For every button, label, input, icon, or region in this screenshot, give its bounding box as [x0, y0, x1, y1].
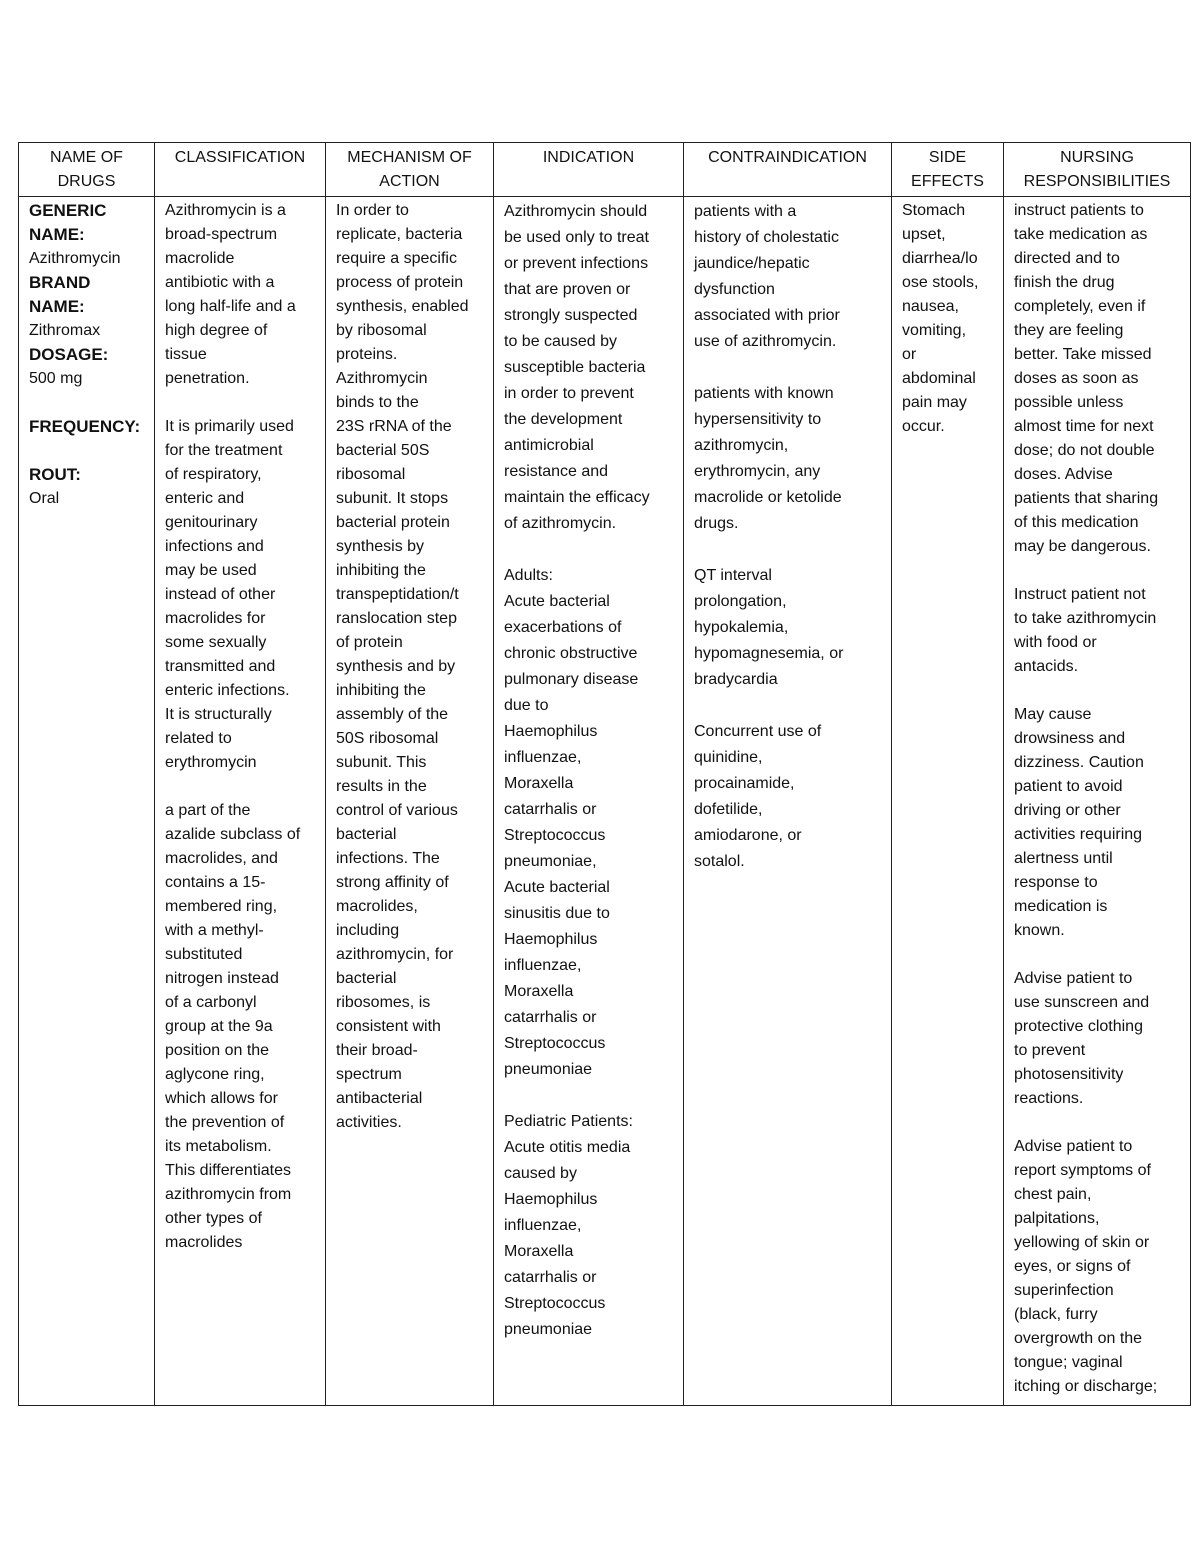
dosage-label: DOSAGE: — [29, 345, 109, 364]
drug-study-table — [18, 142, 1191, 1406]
brand-name-label: BRAND NAME: — [29, 273, 91, 316]
generic-name-label: GENERIC NAME: — [29, 201, 107, 244]
cell-indication — [494, 197, 684, 1406]
cell-contraindication — [684, 197, 892, 1406]
side-effects-text: Stomach upset, diarrhea/lo ose stools, nausea, vomiting, or abdominal pain may occur. — [902, 202, 979, 435]
route-label: ROUT: — [29, 465, 81, 484]
contraindication-text: patients with a history of cholestatic jaundice/hepatic dysfunction associated with prior use of azithromycin. patients with known hypersensitivity to azithromycin, erythromycin, any macrolide or ketolide drugs. QT interval prolongation, hypokalemia, hypomagnesemia, or bradycardia Concurrent use of quinidine, procainamide, dofetilide, amiodarone, or sotalol. — [694, 203, 844, 870]
table-row — [19, 197, 1191, 1406]
classification-text: Azithromycin is a broad-spectrum macrolide antibiotic with a long half-life and a high degree of tissue penetration. It is primarily used for the treatment of respiratory, enteric and genitourinary infections and may be used instead of other macrolides for some sexually transmitted and enteric infections. It is structurally related to erythromycin a part of the azalide subclass of macrolides, and contains a 15- membered ring, with a methyl- substituted nitrogen instead of a carbonyl group at the 9a position on the aglycone ring, which allows for the prevention of its metabolism. This differentiates azithromycin from other types of macrolides — [165, 202, 301, 1251]
cell-nursing — [1004, 197, 1191, 1406]
header-classification: CLASSIFICATION — [155, 143, 326, 197]
header-mechanism-of-action: MECHANISM OF ACTION — [326, 143, 494, 197]
header-contraindication: CONTRAINDICATION — [684, 143, 892, 197]
mechanism-text: In order to replicate, bacteria require a specific process of protein synthesis, enabled by ribosomal proteins. Azithromycin binds to the 23S rRNA of the bacterial 50S ribosomal subunit. It stops bacterial protein synthesis by inhibiting the transpeptidation/t ranslocation step of protein synthesis and by inhibiting the assembly of the 50S ribosomal subunit. This results in the control of various bacterial infections. The strong affinity of macrolides, including azithromycin, for bacterial ribosomes, is consistent with their broad- spectrum antibacterial activities. — [336, 202, 469, 1131]
indication-text: Azithromycin should be used only to treat or prevent infections that are proven or strongly suspected to be caused by susceptible bacteria in order to prevent the development antimicrobial resistance and maintain the efficacy of azithromycin. Adults: Acute bacterial exacerbations of chronic obstructive pulmonary disease due to Haemophilus influenzae, Moraxella catarrhalis or Streptococcus pneumoniae, Acute bacterial sinusitis due to Haemophilus influenzae, Moraxella catarrhalis or Streptococcus pneumoniae Pediatric Patients: Acute otitis media caused by Haemophilus influenzae, Moraxella catarrhalis or Streptococcus pneumoniae — [504, 203, 650, 1338]
header-name-of-drugs: NAME OF DRUGS — [19, 143, 155, 197]
header-row — [19, 143, 1191, 197]
brand-name-value: Zithromax — [29, 322, 101, 339]
cell-drug-name — [19, 197, 155, 1406]
cell-classification — [155, 197, 326, 1406]
header-nursing-responsibilities: NURSING RESPONSIBILITIES — [1004, 143, 1191, 197]
cell-side-effects — [892, 197, 1004, 1406]
cell-mechanism — [326, 197, 494, 1406]
dosage-value: 500 mg — [29, 370, 83, 387]
frequency-label: FREQUENCY: — [29, 417, 141, 436]
generic-name-value: Azithromycin — [29, 250, 121, 267]
nursing-text: instruct patients to take medication as directed and to finish the drug completely, even if they are feeling better. Take missed doses as soon as possible unless almost time for next dose; do not double doses. Advise patients that sharing of this medication may be dangerous. Instruct patient not to take azithromycin with food or antacids. May cause drowsiness and dizziness. Caution patient to avoid driving or other activities requiring alertness until response to medication is known. Advise patient to use sunscreen and protective clothing to prevent photosensitivity reactions. Advise patient to report symptoms of chest pain, palpitations, yellowing of skin or eyes, or signs of superinfection (black, furry overgrowth on the tongue; vaginal itching or discharge; — [1014, 202, 1159, 1395]
header-side-effects: SIDE EFFECTS — [892, 143, 1004, 197]
header-indication: INDICATION — [494, 143, 684, 197]
spacer — [29, 439, 146, 463]
spacer — [29, 391, 146, 415]
route-value: Oral — [29, 490, 60, 507]
